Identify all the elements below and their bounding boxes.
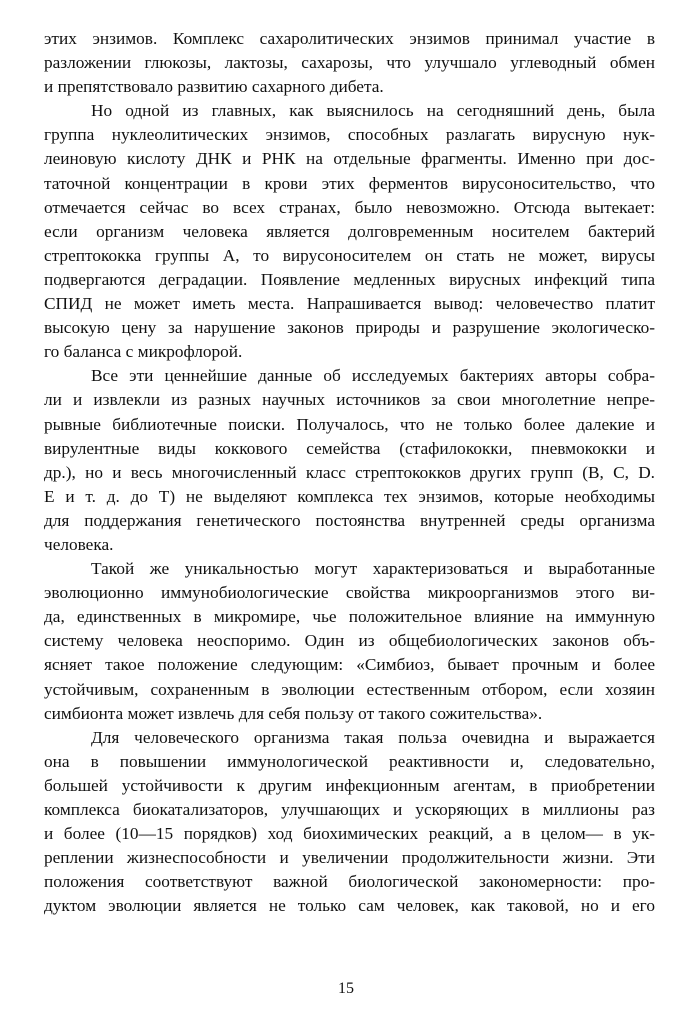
text-line: большей устойчивости к другим инфекционным агентам, в приобретении	[44, 775, 655, 795]
text-line: др.), но и весь многочисленный класс стрептококков других групп (В, С, D.	[44, 462, 655, 482]
text-line: высокую цену за нарушение законов природы и разрушение экологическо-	[44, 318, 655, 338]
text-line: и более (10—15 порядков) ход биохимических реакций, а в целом— в ук-	[44, 824, 655, 844]
text-line: дуктом эволюции является не только сам человек, как таковой, но и его	[44, 896, 655, 916]
text-line: Е и т. д. до Т) не выделяют комплекса тех энзимов, которые необходимы	[44, 486, 655, 506]
text-line: положения соответствуют важной биологической закономерности: про-	[44, 872, 655, 892]
text-line: Но одной из главных, как выяснилось на сегодняшний день, была	[91, 101, 655, 121]
text-line: человека.	[44, 534, 114, 554]
text-line: систему человека неоспоримо. Один из общебиологических законов объ-	[44, 631, 655, 651]
text-line: отмечается сейчас во всех странах, было невозможно. Отсюда вытекает:	[44, 197, 655, 217]
text-line: го баланса с микрофлорой.	[44, 342, 243, 362]
body-text	[44, 27, 655, 918]
text-line: ли и извлекли из разных научных источников за свои многолетние непре-	[44, 390, 655, 410]
text-line: подвергаются деградации. Появление медленных вирусных инфекций типа	[44, 269, 655, 289]
text-line: эволюционно иммунобиологические свойства микроорганизмов этого ви-	[44, 583, 655, 603]
page-number: 15	[338, 980, 354, 997]
text-line: если организм человека является долговременным носителем бактерий	[44, 221, 655, 241]
text-line: Все эти ценнейшие данные об исследуемых бактериях авторы собра-	[91, 366, 655, 386]
text-line: она в повышении иммунологической реактивности и, следовательно,	[44, 751, 655, 771]
text-line: комплекса биокатализаторов, улучшающих и ускоряющих в миллионы раз	[44, 800, 655, 819]
text-line: рывные библиотечные поиски. Получалось, что не только более далекие и	[44, 414, 655, 434]
text-line: вирулентные виды коккового семейства (стафилококки, пневмококки и	[44, 438, 655, 458]
text-line: стрептококка группы А, то вирусоносителем он стать не может, вирусы	[44, 245, 655, 265]
text-line: леиновую кислоту ДНК и РНК на отдельные фрагменты. Именно при дос-	[44, 149, 655, 169]
text-line: для поддержания генетического постоянства внутренней среды организма	[44, 510, 655, 530]
text-line: да, единственных в микромире, чье положительное влияние на иммунную	[44, 607, 655, 627]
text-line: разложении глюкозы, лактозы, сахарозы, что улучшало углеводный обмен	[44, 53, 655, 73]
text-line: ясняет такое положение следующим: «Симбиоз, бывает прочным и более	[44, 655, 655, 675]
text-line: Такой же уникальностью могут характеризоваться и выработанные	[91, 559, 655, 579]
text-line: СПИД не может иметь места. Напрашивается вывод: человечество платит	[44, 294, 655, 314]
text-line: таточной концентрации в крови этих ферментов вирусоносительство, что	[44, 173, 655, 193]
text-line: Для человеческого организма такая польза очевидна и выражается	[91, 727, 655, 747]
text-line: реплении жизнеспособности и увеличении продолжительности жизни. Эти	[44, 848, 655, 868]
text-line: группа нуклеолитических энзимов, способных разлагать вирусную нук-	[44, 125, 655, 145]
text-line: симбионта может извлечь для себя пользу от такого сожительства».	[44, 703, 543, 723]
text-line: и препятствовало развитию сахарного дибета.	[44, 77, 384, 97]
text-line: устойчивым, сохраненным в эволюции естественным отбором, если хозяин	[44, 679, 655, 699]
text-line: этих энзимов. Комплекс сахаролитических энзимов принимал участие в	[44, 29, 655, 48]
